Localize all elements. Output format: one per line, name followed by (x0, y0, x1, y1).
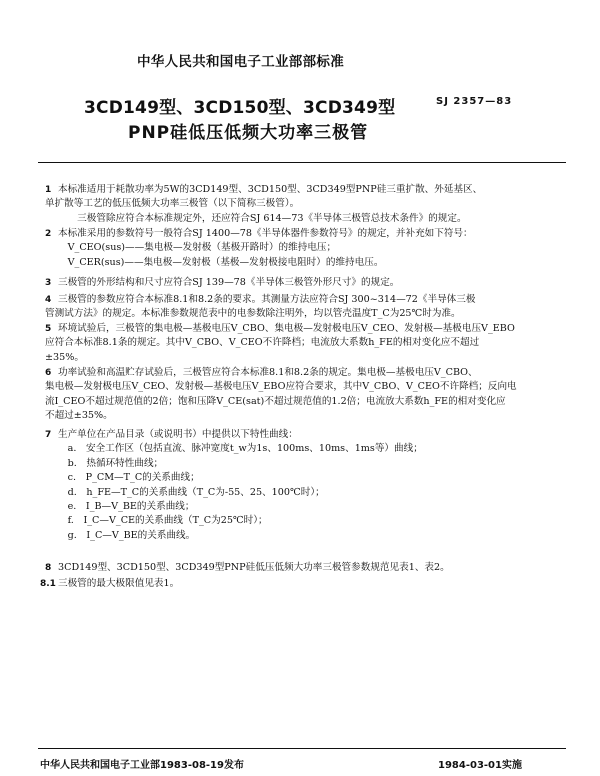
clause-number: 7 (45, 430, 52, 440)
clause-line: 集电极—发射极电压V_CEO、发射极—基极电压V_EBO应符合要求，其中V_CBO、V_CEO不许降档；反向电 (45, 381, 517, 393)
clause-line: 不超过±35%。 (45, 410, 113, 422)
clause-line: 生产单位在产品目录（或说明书）中提供以下特性曲线： (58, 429, 298, 440)
standard-number: SJ 2357—83 (436, 96, 513, 107)
clause-line: f. I_C—V_CE的关系曲线（T_C为25℃时）； (58, 515, 268, 527)
clause-line: c. P_CM—T_C的关系曲线； (58, 472, 200, 484)
clause-line: 管测试方法》的规定。本标准参数规范表中的电参数除注明外，均以管壳温度T_C为25℃时为准。 (45, 308, 461, 320)
footer-rule (38, 748, 566, 749)
clause-line: g. I_C—V_BE的关系曲线。 (58, 529, 196, 541)
clause-number: 5 (45, 324, 52, 334)
clause-number: 2 (45, 229, 52, 239)
clause-number: 3 (45, 278, 52, 288)
footer-effective-date: 1984-03-01实施 (438, 760, 522, 771)
clause-line: 本标准适用于耗散功率为5W的3CD149型、3CD150型、3CD349型PNP硅三重扩散、外延基区、 (58, 184, 483, 195)
clause-line: e. I_B—V_BE的关系曲线； (58, 501, 195, 512)
footer-issue-date: 中华人民共和国电子工业部1983-08-19发布 (40, 760, 244, 771)
clause-line: 三极管的参数应符合本标准8.1和8.2条的要求。其测量方法应符合SJ 300~314—72《半导体三极 (58, 294, 476, 305)
clause-line: d. h_FE—T_C的关系曲线（T_C为-55、25、100℃时）； (58, 486, 325, 498)
clause-line: 应符合本标准8.1条的规定。其中V_CBO、V_CEO不许降档；电流放大系数h_FE的相对变化应不超过 (45, 337, 480, 349)
clause-line: 流I_CEO不超过规范值的2倍；饱和压降V_CE(sat)不超过规范值的1.2倍；电流放大系数h_FE的相对变化应 (45, 395, 506, 407)
clause-line: 单扩散等工艺的低压低频大功率三极管（以下简称三极管）。 (45, 198, 300, 210)
title-line-1: 3CD149型、3CD150型、3CD349型 (84, 98, 396, 118)
clause-line: a. 安全工作区（包括直流、脉冲宽度t_w为1s、100ms、10ms、1ms等）曲线； (58, 443, 423, 455)
clause-number: 8.1 (40, 579, 56, 589)
clause-line: 3CD149型、3CD150型、3CD349型PNP硅低压低频大功率三极管参数规范见表1、表2。 (58, 562, 450, 573)
clause-line: 环境试验后，三极管的集电极—基极电压V_CBO、集电极—发射极电压V_CEO、发射极—基极电压V_EBO (58, 323, 515, 334)
clause-line: 功率试验和高温贮存试验后，三极管应符合本标准8.1和8.2条的规定。集电极—基极电压V_CBO、 (58, 367, 478, 378)
clause-number: 4 (45, 295, 52, 305)
clause-number: 1 (45, 185, 52, 195)
ministry-header: 中华人民共和国电子工业部部标准 (137, 54, 344, 70)
clause-line: 本标准采用的参数符号一般符合SJ 1400—78《半导体器件参数符号》的规定，并补充如下符号： (58, 228, 473, 239)
clause-number: 8 (45, 563, 52, 573)
clause-line: ±35%。 (45, 351, 84, 363)
clause-line: V_CEO(sus)——集电极—发射极（基极开路时）的维持电压； (58, 242, 337, 254)
clause-line: b. 热循环特性曲线； (58, 457, 164, 469)
title-line-2: PNP硅低压低频大功率三极管 (128, 123, 369, 143)
header-rule (38, 162, 566, 163)
clause-line: 三极管的外形结构和尺寸应符合SJ 139—78《半导体三极管外形尺寸》的规定。 (58, 277, 400, 288)
clause-line: V_CER(sus)——集电极—发射极（基极—发射极接电阻时）的维持电压。 (58, 256, 384, 268)
clause-number: 6 (45, 368, 52, 378)
clause-line: 三极管的最大极限值见表1。 (58, 578, 180, 589)
clause-line: 三极管除应符合本标准规定外，还应符合SJ 614—73《半导体三极管总技术条件》的规定。 (58, 212, 467, 224)
